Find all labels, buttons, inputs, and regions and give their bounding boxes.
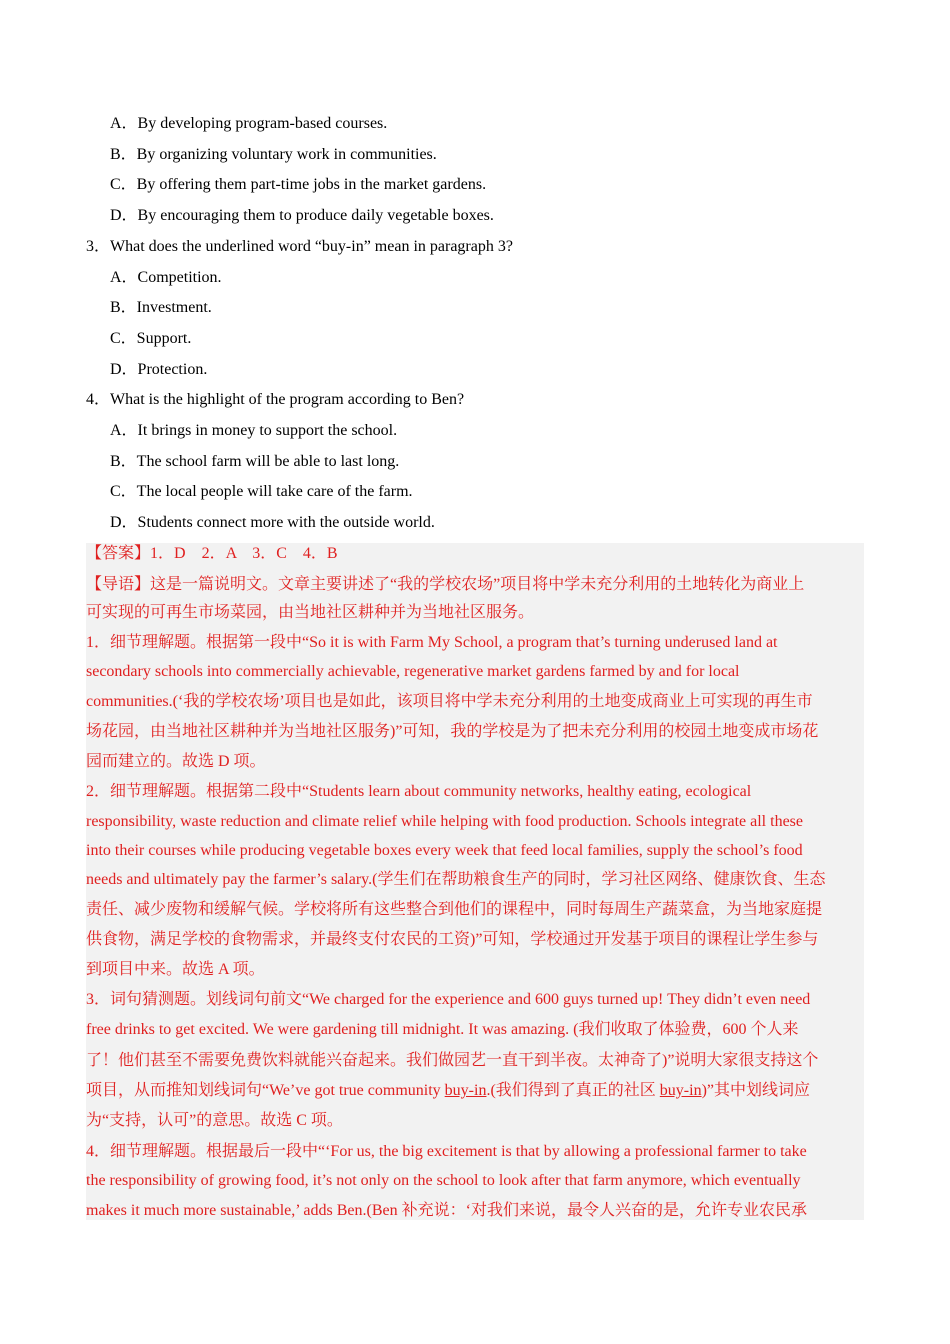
q2-option-d: D．By encouraging them to produce daily vegetable boxes.	[110, 207, 494, 224]
exp2-line: into their courses while producing vegetable boxes every week that feed local families, supply the school’s food	[86, 842, 803, 859]
answer-line	[86, 544, 864, 564]
exp2-line: 到项目中来。故选 A 项。	[86, 961, 265, 978]
answer-label: 【答案】	[86, 545, 151, 562]
q4-option-b: B．The school farm will be able to last long.	[110, 453, 400, 470]
q2-option-b: B．By organizing voluntary work in communities.	[110, 146, 437, 163]
q3-option-c: C．Support.	[110, 330, 192, 347]
exp2-line: needs and ultimately pay the farmer’s salary.(学生们在帮助粮食生产的同时，学习社区网络、健康饮食、生态	[86, 871, 826, 888]
exp3-line: 3．词句猜测题。划线词句前文“We charged for the experience and 600 guys turned up! They didn’t even need	[86, 991, 811, 1008]
q4-stem: 4．What is the highlight of the program according to Ben?	[86, 391, 465, 408]
q2-option-c: C．By offering them part-time jobs in the market gardens.	[110, 176, 487, 193]
answer-text: 1．D 2．A 3．C 4．B	[150, 545, 338, 562]
q4-option-d: D．Students connect more with the outside world.	[110, 514, 435, 531]
exp1-line: 场花园，由当地社区耕种并为当地社区服务)”可知，我的学校是为了把未充分利用的校园土地变成市场花	[86, 723, 819, 740]
q2-option-a: A．By developing program-based courses.	[110, 115, 388, 132]
q3-stem: 3．What does the underlined word “buy-in” mean in paragraph 3?	[86, 238, 513, 255]
q3-option-a: A．Competition.	[110, 269, 222, 286]
guide-line-1: 【导语】这是一篇说明文。文章主要讲述了“我的学校农场”项目将中学未充分利用的土地转化为商业上	[86, 576, 805, 593]
exp3-line: 为“支持，认可”的意思。故选 C 项。	[86, 1112, 343, 1129]
exp2-line: 2．细节理解题。根据第二段中“Students learn about community networks, healthy eating, ecological	[86, 783, 752, 800]
exp2-line: responsibility, waste reduction and climate relief while helping with food production. Schools integrate all these	[86, 813, 803, 830]
exp2-line: 供食物，满足学校的食物需求，并最终支付农民的工资)”可知，学校通过开发基于项目的课程让学生参与	[86, 931, 819, 948]
exp2-line: 责任、减少废物和缓解气候。学校将所有这些整合到他们的课程中，同时每周生产蔬菜盒，为当地家庭提	[86, 901, 823, 918]
underlined-word: buy-in	[444, 1082, 487, 1099]
exp1-line: 1．细节理解题。根据第一段中“So it is with Farm My School, a program that’s turning underused land at	[86, 634, 778, 651]
q4-option-a: A．It brings in money to support the school.	[110, 422, 398, 439]
exp4-line: 4．细节理解题。根据最后一段中“‘For us, the big excitement is that by allowing a professional farmer to take	[86, 1143, 807, 1160]
exp3-line: 了！他们甚至不需要免费饮料就能兴奋起来。我们做园艺一直干到半夜。太神奇了)”说明大家很支持这个	[86, 1052, 819, 1069]
exp3-line-underlined: 项目，从而推知划线词句“We’ve got true community buy-in.(我们得到了真正的社区 buy-in)”其中划线词应	[86, 1082, 811, 1099]
exp1-line: communities.(‘我的学校农场’项目也是如此，该项目将中学未充分利用的土地变成商业上可实现的再生市	[86, 693, 813, 710]
guide-line-2: 可实现的可再生市场菜园，由当地社区耕种并为当地社区服务。	[86, 604, 535, 621]
exp4-line: the responsibility of growing food, it’s not only on the school to look after that farm anymore, which eventually	[86, 1172, 801, 1189]
exp1-line: secondary schools into commercially achievable, regenerative market gardens farmed by and for local	[86, 663, 740, 680]
guide-label: 【导语】	[86, 576, 151, 593]
exp4-line: makes it much more sustainable,’ adds Ben.(Ben 补充说：‘对我们来说，最令人兴奋的是，允许专业农民承	[86, 1202, 807, 1219]
exp1-line: 园而建立的。故选 D 项。	[86, 753, 266, 770]
exp3-line: free drinks to get excited. We were gardening till midnight. It was amazing. (我们收取了体验费，600 个人来	[86, 1021, 799, 1038]
underlined-word: buy-in	[659, 1082, 702, 1099]
q3-option-b: B．Investment.	[110, 299, 212, 316]
q4-option-c: C．The local people will take care of the farm.	[110, 483, 413, 500]
q3-option-d: D．Protection.	[110, 361, 208, 378]
